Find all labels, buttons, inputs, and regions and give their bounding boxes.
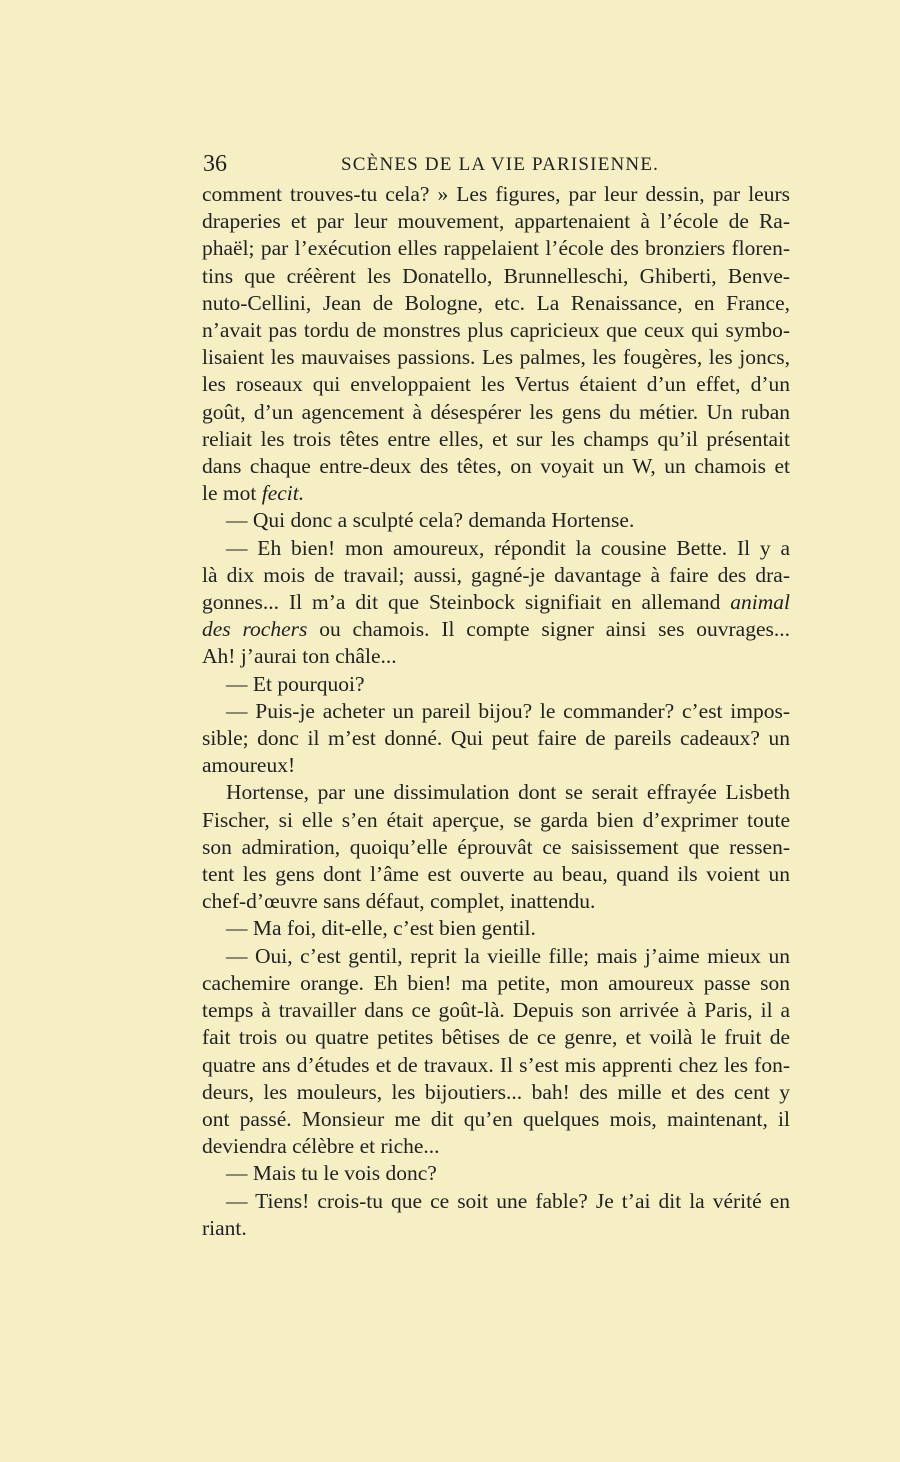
italic-phrase: des rochers xyxy=(202,617,308,642)
text-line xyxy=(202,1106,790,1133)
text-line xyxy=(202,1133,790,1160)
text-line-content: — Qui donc a sculpté cela? demanda Hortense. xyxy=(226,508,635,533)
text-line-content: — Eh bien! mon amoureux, répondit la cousine Bette. Il y a xyxy=(226,535,790,560)
text-line-content: — Puis-je acheter un pareil bijou? le commander? c’est impos- xyxy=(226,698,790,723)
text-line xyxy=(202,807,790,834)
text-line-content: tent les gens dont l’âme est ouverte au beau, quand ils voient un xyxy=(202,862,790,887)
text-line-content: les roseaux qui enveloppaient les Vertus étaient d’un effet, d’un xyxy=(202,372,790,397)
text-line-content: quatre ans d’études et de travaux. Il s’est mis apprenti chez les fon- xyxy=(202,1052,790,1077)
text-line xyxy=(202,263,790,290)
text-line xyxy=(202,643,790,670)
text-line-content: riant. xyxy=(202,1215,247,1240)
text-line xyxy=(202,779,790,806)
text-line xyxy=(202,589,790,616)
text-line-content: chef-d’œuvre sans défaut, complet, inattendu. xyxy=(202,889,596,914)
text-line-content: — Ma foi, dit-elle, c’est bien gentil. xyxy=(226,916,536,941)
text-line xyxy=(202,453,790,480)
text-line xyxy=(202,616,790,643)
text-line xyxy=(202,1079,790,1106)
text-line xyxy=(202,997,790,1024)
text-line xyxy=(202,698,790,725)
text-segment: gonnes... Il m’a dit que Steinbock signifiait en allemand xyxy=(202,590,731,615)
text-segment: le mot xyxy=(202,481,262,506)
text-line-content: nuto-Cellini, Jean de Bologne, etc. La Renaissance, en France, xyxy=(202,290,790,315)
text-line-content: — Oui, c’est gentil, reprit la vieille fille; mais j’aime mieux un xyxy=(226,943,790,968)
text-line xyxy=(202,290,790,317)
text-line-content: là dix mois de travail; aussi, gagné-je davantage à faire des dra- xyxy=(202,562,790,587)
text-line-content: — Mais tu le vois donc? xyxy=(226,1161,437,1186)
text-line xyxy=(202,725,790,752)
text-line xyxy=(202,1024,790,1051)
text-line xyxy=(202,535,790,562)
text-line xyxy=(202,562,790,589)
text-line xyxy=(202,671,790,698)
text-line-content: temps à travailler dans ce goût-là. Depuis son arrivée à Paris, il a xyxy=(202,998,790,1023)
text-line-content: goût, d’un agencement à désespérer les gens du métier. Un ruban xyxy=(202,399,790,424)
text-line xyxy=(202,317,790,344)
text-line xyxy=(202,480,790,507)
text-line xyxy=(202,1160,790,1187)
text-line xyxy=(202,426,790,453)
text-line-content: dans chaque entre-deux des têtes, on voyait un W, un chamois et xyxy=(202,454,790,479)
text-line xyxy=(202,235,790,262)
text-line-content: Fischer, si elle s’en était aperçue, se garda bien d’exprimer toute xyxy=(202,807,790,832)
text-line xyxy=(202,344,790,371)
text-line-content: phaël; par l’exécution elles rappelaient l’école des bronziers floren- xyxy=(202,236,790,261)
page-number: 36 xyxy=(203,151,227,177)
text-line-content: sible; donc il m’est donné. Qui peut faire de pareils cadeaux? un xyxy=(202,726,790,751)
text-line-content: Hortense, par une dissimulation dont se serait effrayée Lisbeth xyxy=(226,780,790,805)
text-line xyxy=(202,915,790,942)
text-line xyxy=(202,970,790,997)
text-line-content: lisaient les mauvaises passions. Les palmes, les fougères, les joncs, xyxy=(202,345,790,370)
text-line-content: cachemire orange. Eh bien! ma petite, mon amoureux passe son xyxy=(202,970,790,995)
text-line xyxy=(202,399,790,426)
text-line xyxy=(202,752,790,779)
text-line xyxy=(202,834,790,861)
text-segment: ou chamois. Il compte signer ainsi ses ouvrages... xyxy=(307,617,790,642)
text-line-content: deviendra célèbre et riche... xyxy=(202,1134,440,1159)
text-line xyxy=(202,861,790,888)
italic-phrase: animal xyxy=(730,590,790,615)
text-line xyxy=(202,1188,790,1215)
text-line-content: fait trois ou quatre petites bêtises de ce genre, et voilà le fruit de xyxy=(202,1025,790,1050)
text-line xyxy=(202,888,790,915)
text-line xyxy=(202,371,790,398)
text-line-content: — Et pourquoi? xyxy=(226,671,365,696)
text-line xyxy=(202,507,790,534)
text-line-content: comment trouves-tu cela? » Les figures, par leur dessin, par leurs xyxy=(202,182,790,206)
text-line-content: reliait les trois têtes entre elles, et sur les champs qu’il présentait xyxy=(202,426,790,451)
text-line-content: — Tiens! crois-tu que ce soit une fable? Je t’ai dit la vérité en xyxy=(226,1188,790,1213)
running-head: SCÈNES DE LA VIE PARISIENNE. xyxy=(341,154,660,175)
text-line-content: draperies et par leur mouvement, appartenaient à l’école de Ra- xyxy=(202,209,790,234)
text-line xyxy=(202,1052,790,1079)
text-line-content: son admiration, quoiqu’elle éprouvât ce saisissement que ressen- xyxy=(202,834,790,859)
italic-phrase: fecit. xyxy=(261,481,305,506)
text-line-content: amoureux! xyxy=(202,753,296,778)
text-line-content: deurs, les mouleurs, les bijoutiers... bah! des mille et des cent y xyxy=(202,1079,790,1104)
text-line xyxy=(202,943,790,970)
text-line xyxy=(202,1215,790,1242)
text-line-content: n’avait pas tordu de monstres plus capricieux que ceux qui symbo- xyxy=(202,318,790,343)
page-header xyxy=(203,151,793,181)
text-line xyxy=(202,208,790,235)
text-line-content: tins que créèrent les Donatello, Brunnelleschi, Ghiberti, Benve- xyxy=(202,263,790,288)
text-line xyxy=(202,181,790,208)
text-line-content: ont passé. Monsieur me dit qu’en quelques mois, maintenant, il xyxy=(202,1106,790,1131)
text-line-content: Ah! j’aurai ton châle... xyxy=(202,644,397,669)
body-text xyxy=(202,181,790,1242)
